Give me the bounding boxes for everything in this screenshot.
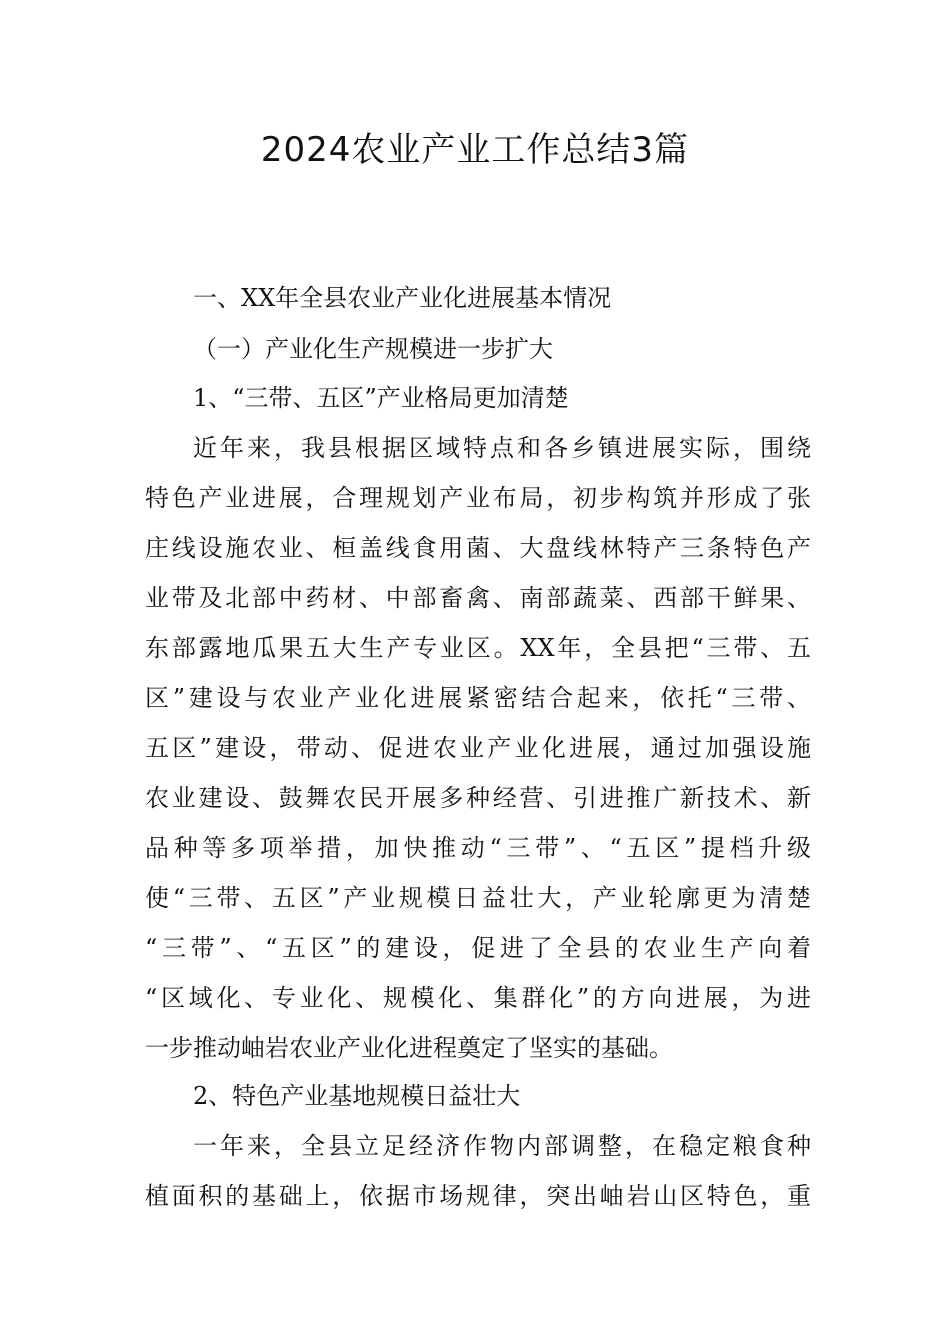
paragraph-line: “三带”、“五区”的建设，促进了全县的农业生产向着 — [145, 934, 811, 962]
subsection-heading: （一）产业化生产规模进一步扩大 — [193, 335, 553, 363]
paragraph-line: 植面积的基础上，依据市场规律，突出岫岩山区特色，重 — [145, 1182, 811, 1210]
section-heading: 一、XX年全县农业产业化进展基本情况 — [193, 284, 612, 312]
paragraph-line: 特色产业进展，合理规划产业布局，初步构筑并形成了张 — [145, 484, 811, 512]
document-title: 2024农业产业工作总结3篇 — [260, 130, 690, 170]
paragraph-line: 使“三带、五区”产业规模日益壮大，产业轮廓更为清楚 — [145, 884, 811, 912]
paragraph-line: 五区”建设，带动、促进农业产业化进展，通过加强设施 — [145, 734, 811, 762]
paragraph-line: 一年来，全县立足经济作物内部调整，在稳定粮食种 — [193, 1132, 811, 1160]
paragraph-line: 业带及北部中药材、中部畜禽、南部蔬菜、西部干鲜果、 — [145, 584, 811, 612]
paragraph-line: 农业建设、鼓舞农民开展多种经营、引进推广新技术、新 — [145, 784, 811, 812]
paragraph-line: 区”建设与农业产业化进展紧密结合起来，依托“三带、 — [145, 684, 811, 712]
paragraph-line: 一步推动岫岩农业产业化进程奠定了坚实的基础。 — [145, 1034, 673, 1062]
paragraph-line: 近年来，我县根据区域特点和各乡镇进展实际，围绕 — [193, 434, 811, 462]
paragraph-line: 品种等多项举措，加快推动“三带”、“五区”提档升级 — [145, 834, 811, 862]
paragraph-line: “区域化、专业化、规模化、集群化”的方向进展，为进 — [145, 984, 811, 1012]
paragraph-line: 庄线设施农业、桓盖线食用菌、大盘线林特产三条特色产 — [145, 534, 811, 562]
item-heading: 2、特色产业基地规模日益壮大 — [193, 1082, 521, 1110]
item-heading: 1、“三带、五区”产业格局更加清楚 — [193, 384, 569, 412]
paragraph-line: 东部露地瓜果五大生产专业区。XX年，全县把“三带、五 — [145, 634, 811, 662]
